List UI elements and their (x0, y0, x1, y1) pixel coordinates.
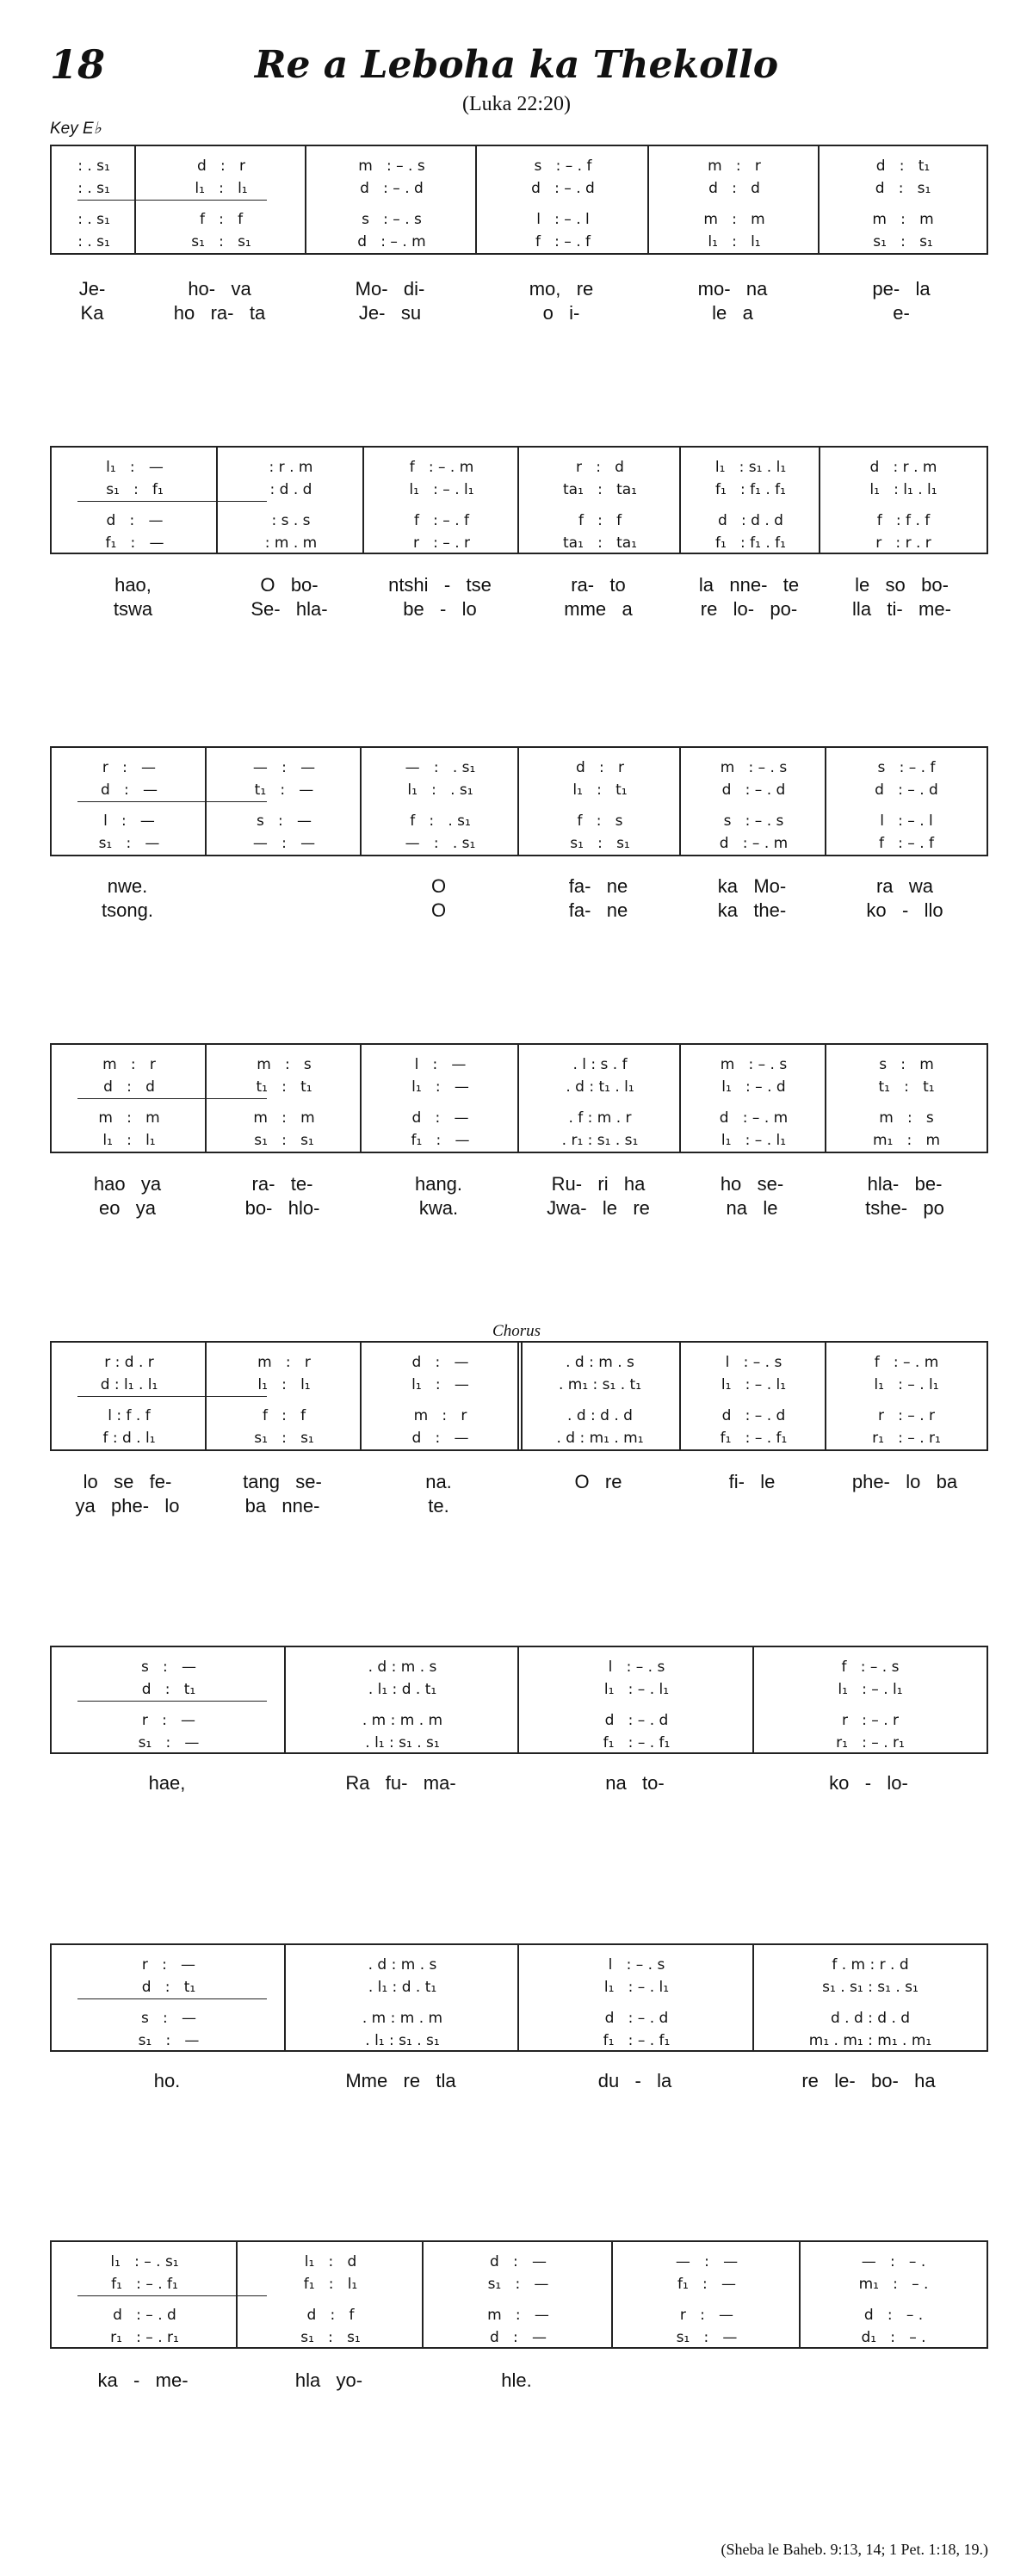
lyric-verse-2: re lo- po- (700, 598, 798, 620)
lyric-verse-2: fa- ne (568, 899, 628, 921)
lyric-verse-1: lo se fe- (83, 1471, 172, 1492)
solfa-notes: s₁ : — (138, 2032, 200, 2049)
stave-system (50, 446, 988, 554)
lyric-verse-2: o i- (542, 302, 580, 324)
hymn-number: 18 (50, 41, 106, 88)
solfa-notes: m : — (487, 2307, 549, 2324)
stave-system (50, 1943, 988, 2052)
solfa-notes: l₁ : l₁ (195, 180, 248, 197)
solfa-notes: l : – . s (725, 1354, 782, 1371)
key-signature: Key E♭ (50, 120, 102, 138)
solfa-notes: d : — (490, 2253, 547, 2270)
solfa-notes: m : r (257, 1354, 311, 1371)
lyric-verse-1: ra- to (571, 574, 626, 596)
voice-divider-line (77, 200, 267, 201)
solfa-notes: l : — (103, 812, 155, 830)
solfa-notes: m : m (98, 1109, 160, 1127)
lyric-verse-2: tswa (113, 598, 153, 620)
solfa-notes: f : s (577, 812, 623, 830)
lyric-verse-2: be - lo (403, 598, 477, 620)
solfa-notes: s : – . f (534, 158, 592, 175)
lyric-verse-1: ka - me- (97, 2369, 189, 2391)
solfa-notes: m : s (257, 1056, 312, 1073)
solfa-notes: d : – . (863, 2307, 924, 2324)
voice-divider-line (77, 1396, 267, 1397)
solfa-notes: : . s₁ (77, 233, 110, 250)
solfa-notes: d : – . d (721, 781, 786, 799)
chorus-label: Chorus (492, 1322, 541, 1340)
solfa-notes: m : – . s (358, 158, 425, 175)
lyric-verse-1: hla- be- (867, 1173, 943, 1195)
voice-divider-line (77, 801, 267, 802)
solfa-notes: . r₁ : s₁ . s₁ (561, 1132, 639, 1149)
solfa-notes: f₁ : — (105, 534, 164, 552)
solfa-notes: d : t₁ (875, 158, 931, 175)
solfa-notes: . d : m . s (566, 1354, 634, 1371)
stave-system (50, 1043, 988, 1153)
solfa-notes: — : . s₁ (405, 759, 476, 776)
solfa-notes: f . m : r . d (832, 1956, 909, 1974)
lyric-verse-1: ntshi - tse (388, 574, 492, 596)
solfa-notes: . l₁ : d . t₁ (368, 1681, 437, 1698)
solfa-notes: m : – . s (720, 1056, 788, 1073)
lyric-verse-1: pe- la (872, 278, 931, 300)
solfa-notes: f : f (199, 211, 244, 228)
solfa-notes: . d : m . s (368, 1659, 437, 1676)
lyric-verse-1: ko - lo- (829, 1772, 908, 1794)
solfa-notes: t₁ : — (254, 781, 314, 799)
lyric-verse-2: O (430, 899, 447, 921)
solfa-notes: m : m (253, 1109, 315, 1127)
lyric-verse-1: ho se- (720, 1173, 784, 1195)
solfa-notes: d : — (411, 1430, 469, 1447)
solfa-notes: s₁ : — (487, 2276, 549, 2293)
solfa-notes: s : — (140, 1659, 196, 1676)
solfa-notes: f₁ : l₁ (303, 2276, 358, 2293)
solfa-notes: l₁ : – . l₁ (721, 1132, 787, 1149)
solfa-notes: . d : t₁ . l₁ (566, 1078, 634, 1096)
solfa-notes: r : – . r (412, 534, 471, 552)
lyric-verse-1: Ra fu- ma- (345, 1772, 456, 1794)
stave-system (50, 746, 988, 856)
solfa-notes: f₁ : – . f₁ (720, 1430, 788, 1447)
lyric-verse-2: kwa. (418, 1197, 459, 1219)
solfa-notes: s : — (140, 2010, 196, 2027)
lyric-verse-1: hang. (414, 1173, 463, 1195)
solfa-notes: : s . s (271, 512, 311, 529)
solfa-notes: d : d . d (718, 512, 783, 529)
solfa-notes: m₁ : – . (858, 2276, 929, 2293)
lyric-verse-1: O bo- (260, 574, 319, 596)
solfa-notes: d : r (197, 158, 245, 175)
solfa-notes: r : – . r (877, 1407, 936, 1424)
solfa-notes: d : — (411, 1109, 469, 1127)
solfa-notes: . d : m . s (368, 1956, 437, 1974)
solfa-notes: l₁ : – . d (721, 1078, 786, 1096)
lyric-verse-2: Jwa- le re (547, 1197, 650, 1219)
solfa-notes: r : r . r (875, 534, 931, 552)
solfa-notes: l₁ : — (411, 1376, 469, 1393)
solfa-notes: s₁ : — (98, 835, 160, 852)
voice-divider-line (77, 1098, 267, 1099)
solfa-notes: s : – . f (877, 759, 936, 776)
solfa-notes: s₁ : s₁ (254, 1132, 314, 1149)
solfa-notes: l₁ : s₁ . l₁ (714, 459, 787, 476)
solfa-notes: l : – . s (608, 1659, 665, 1676)
solfa-notes: d₁ : – . (861, 2329, 926, 2346)
solfa-notes: l₁ : – . l₁ (603, 1979, 670, 1996)
solfa-notes: r : — (679, 2307, 734, 2324)
solfa-notes: . d : m₁ . m₁ (556, 1430, 644, 1447)
solfa-notes: : m . m (264, 534, 318, 552)
solfa-notes: l₁ : – . l₁ (838, 1681, 903, 1698)
solfa-notes: s₁ . s₁ : s₁ . s₁ (822, 1979, 919, 1996)
solfa-notes: d . d : d . d (830, 2010, 911, 2027)
solfa-notes: d : – . d (604, 2010, 669, 2027)
solfa-notes: r₁ : – . r₁ (872, 1430, 941, 1447)
solfa-notes: f₁ : — (411, 1132, 470, 1149)
reference-footnote: (Sheba le Baheb. 9:13, 14; 1 Pet. 1:18, 19.) (721, 2541, 988, 2558)
solfa-notes: m : r (413, 1407, 467, 1424)
solfa-notes: s₁ : s₁ (570, 835, 630, 852)
solfa-notes: ta₁ : ta₁ (563, 481, 637, 498)
voice-divider-line (77, 1998, 267, 1999)
solfa-notes: ta₁ : ta₁ (563, 534, 637, 552)
solfa-notes: : d . d (269, 481, 312, 498)
solfa-notes: : . s₁ (77, 180, 110, 197)
solfa-notes: — : — (252, 759, 316, 776)
lyric-verse-1: na to- (605, 1772, 665, 1794)
solfa-notes: r : — (141, 1712, 196, 1729)
lyric-verse-2: ho ra- ta (173, 302, 266, 324)
solfa-notes: f : – . s (841, 1659, 900, 1676)
solfa-notes: s₁ : s₁ (191, 233, 251, 250)
lyric-verse-2: e- (893, 302, 910, 324)
solfa-notes: d : s₁ (875, 180, 931, 197)
solfa-notes: s : — (256, 812, 312, 830)
solfa-notes: l : – . s (608, 1956, 665, 1974)
solfa-notes: l₁ : – . l₁ (409, 481, 474, 498)
solfa-notes: l₁ : — (411, 1078, 469, 1096)
lyric-verse-2: bo- hlo- (244, 1197, 320, 1219)
solfa-notes: l₁ : – . s₁ (110, 2253, 179, 2270)
solfa-notes: f : f . f (876, 512, 931, 529)
lyric-verse-2: na le (726, 1197, 778, 1219)
solfa-notes: l : – . l (536, 211, 590, 228)
solfa-notes: f : d . l₁ (102, 1430, 156, 1447)
solfa-notes: — : . s₁ (405, 835, 476, 852)
solfa-notes: s₁ : s₁ (873, 233, 933, 250)
solfa-notes: f₁ : – . f₁ (603, 2032, 671, 2049)
hymn-title: Re a Leboha ka Thekollo (254, 43, 779, 87)
solfa-notes: l : f . f (108, 1407, 151, 1424)
stave-system (50, 145, 988, 255)
lyric-verse-1: mo, re (529, 278, 594, 300)
voice-divider-line (77, 2295, 267, 2296)
lyric-verse-1: hae, (148, 1772, 186, 1794)
solfa-notes: . l₁ : s₁ . s₁ (365, 1734, 440, 1751)
stave-system (50, 2240, 988, 2349)
lyric-verse-2: ba nne- (244, 1495, 320, 1517)
voice-divider-line (77, 501, 267, 502)
lyric-verse-1: ho- va (188, 278, 251, 300)
solfa-notes: . d : d . d (567, 1407, 633, 1424)
lyric-verse-1: na. (425, 1471, 452, 1492)
solfa-notes: : r . m (269, 459, 313, 476)
solfa-notes: f : f (578, 512, 622, 529)
solfa-notes: f : – . f (535, 233, 591, 250)
lyric-verse-1: mo- na (697, 278, 768, 300)
lyric-verse-1: O (430, 875, 447, 897)
solfa-notes: m₁ . m₁ : m₁ . m₁ (808, 2032, 932, 2049)
solfa-notes: d : – . d (721, 1407, 786, 1424)
lyric-verse-1: ra wa (875, 875, 934, 897)
solfa-notes: . m₁ : s₁ . t₁ (558, 1376, 642, 1393)
solfa-notes: f : . s₁ (410, 812, 471, 830)
lyric-verse-2: Se- hla- (251, 598, 328, 620)
voice-divider-line (77, 1701, 267, 1702)
lyric-verse-1: fa- ne (568, 875, 628, 897)
solfa-notes: d : — (411, 1354, 469, 1371)
solfa-notes: l₁ : – . l₁ (603, 1681, 670, 1698)
lyric-verse-1: Mme re tla (345, 2070, 456, 2091)
solfa-notes: r : d . r (104, 1354, 154, 1371)
solfa-notes: l : – . l (880, 812, 933, 830)
solfa-notes: r : — (102, 759, 157, 776)
solfa-notes: f : – . f (413, 512, 470, 529)
solfa-notes: m : m (703, 211, 765, 228)
lyric-verse-2: ya phe- lo (75, 1495, 180, 1517)
solfa-notes: m : r (708, 158, 761, 175)
lyric-verse-2: lla ti- me- (852, 598, 951, 620)
solfa-notes: l₁ : t₁ (572, 781, 628, 799)
solfa-notes: . f : m . r (568, 1109, 632, 1127)
stave-system (50, 1341, 988, 1451)
solfa-notes: . l₁ : d . t₁ (368, 1979, 437, 1996)
solfa-notes: t₁ : t₁ (878, 1078, 935, 1096)
scripture-subtitle: (Luka 22:20) (462, 93, 571, 115)
lyric-verse-1: ho. (153, 2070, 181, 2091)
solfa-notes: — : — (675, 2253, 739, 2270)
solfa-notes: m : r (102, 1056, 156, 1073)
solfa-notes: f₁ : – . f₁ (111, 2276, 178, 2293)
lyric-verse-1: fi- le (728, 1471, 776, 1492)
solfa-notes: s₁ : s₁ (300, 2329, 361, 2346)
lyric-verse-2: mme a (564, 598, 633, 620)
solfa-notes: — : – . (861, 2253, 926, 2270)
solfa-notes: d : d (103, 1078, 155, 1096)
lyric-verse-2: tsong. (102, 899, 153, 921)
solfa-notes: d : — (490, 2329, 547, 2346)
solfa-notes: r₁ : – . r₁ (110, 2329, 179, 2346)
lyric-verse-2: le a (712, 302, 753, 324)
lyric-verse-1: phe- lo ba (851, 1471, 958, 1492)
lyric-verse-1: nwe. (107, 875, 148, 897)
solfa-notes: d : — (106, 512, 164, 529)
solfa-notes: s₁ : f₁ (106, 481, 164, 498)
solfa-notes: f₁ : – . f₁ (603, 1734, 671, 1751)
lyric-verse-1: hao, (114, 574, 152, 596)
stave-system (50, 1646, 988, 1754)
solfa-notes: f₁ : f₁ . f₁ (715, 534, 786, 552)
solfa-notes: f : f (262, 1407, 306, 1424)
solfa-notes: r : d (576, 459, 624, 476)
solfa-notes: l₁ : l₁ . l₁ (869, 481, 937, 498)
solfa-notes: m₁ : m (872, 1132, 941, 1149)
lyric-verse-2: ka the- (717, 899, 787, 921)
solfa-notes: d : – . d (113, 2307, 176, 2324)
solfa-notes: d : r . m (869, 459, 937, 476)
solfa-notes: l₁ : — (106, 459, 164, 476)
lyric-verse-1: Ru- ri ha (551, 1173, 646, 1195)
solfa-notes: s : – . s (362, 211, 422, 228)
lyric-verse-2: ko - llo (866, 899, 943, 921)
solfa-notes: d : t₁ (141, 1979, 196, 1996)
solfa-notes: : . s₁ (77, 158, 110, 175)
lyric-verse-1: le so bo- (855, 574, 949, 596)
lyric-verse-1: ra- te- (251, 1173, 313, 1195)
solfa-notes: s₁ : — (676, 2329, 738, 2346)
solfa-notes: — : — (252, 835, 316, 852)
solfa-notes: s₁ : s₁ (254, 1430, 314, 1447)
solfa-notes: r : – . r (841, 1712, 900, 1729)
solfa-notes: l₁ : l₁ (257, 1376, 311, 1393)
lyric-verse-1: tang se- (243, 1471, 322, 1492)
lyric-verse-1: O re (574, 1471, 622, 1492)
solfa-notes: . l₁ : s₁ . s₁ (365, 2032, 440, 2049)
solfa-notes: t₁ : t₁ (256, 1078, 312, 1096)
lyric-verse-1: Mo- di- (355, 278, 425, 300)
solfa-notes: r₁ : – . r₁ (836, 1734, 905, 1751)
solfa-notes: d : l₁ . l₁ (100, 1376, 158, 1393)
solfa-notes: m : – . s (720, 759, 788, 776)
lyric-verse-1: du - la (597, 2070, 672, 2091)
solfa-notes: l : — (414, 1056, 467, 1073)
solfa-notes: f : – . m (874, 1354, 939, 1371)
solfa-notes: . m : m . m (362, 2010, 443, 2027)
lyric-verse-2: Je- su (358, 302, 422, 324)
solfa-notes: d : – . d (604, 1712, 669, 1729)
solfa-notes: d : – . m (719, 835, 789, 852)
solfa-notes: d : – . m (357, 233, 426, 250)
solfa-notes: . m : m . m (362, 1712, 443, 1729)
solfa-notes: f₁ : f₁ . f₁ (715, 481, 786, 498)
solfa-notes: l₁ : d (304, 2253, 357, 2270)
solfa-notes: l₁ : l₁ (102, 1132, 156, 1149)
solfa-notes: f₁ : — (677, 2276, 736, 2293)
solfa-notes: d : f (306, 2307, 355, 2324)
lyric-verse-1: ka Mo- (717, 875, 787, 897)
solfa-notes: l₁ : – . l₁ (874, 1376, 939, 1393)
solfa-notes: d : – . m (719, 1109, 789, 1127)
solfa-notes: s : m (879, 1056, 934, 1073)
solfa-notes: s₁ : — (138, 1734, 200, 1751)
solfa-notes: m : m (872, 211, 934, 228)
solfa-notes: f : – . f (878, 835, 935, 852)
solfa-notes: d : – . d (360, 180, 424, 197)
solfa-notes: s : – . s (723, 812, 784, 830)
solfa-notes: l₁ : . s₁ (407, 781, 473, 799)
solfa-notes: r : — (141, 1956, 196, 1974)
solfa-notes: d : – . d (875, 781, 938, 799)
solfa-notes: d : – . d (531, 180, 595, 197)
solfa-notes: d : d (708, 180, 760, 197)
solfa-notes: : . s₁ (77, 211, 110, 228)
solfa-notes: f : – . m (409, 459, 474, 476)
lyric-verse-1: Je- (78, 278, 106, 300)
lyric-verse-2: te. (428, 1495, 449, 1517)
solfa-notes: . l : s . f (572, 1056, 628, 1073)
lyric-verse-1: hao ya (93, 1173, 162, 1195)
solfa-notes: m : s (879, 1109, 934, 1127)
lyric-verse-1: hla yo- (294, 2369, 363, 2391)
lyric-verse-2: eo ya (98, 1197, 157, 1219)
solfa-notes: d : t₁ (141, 1681, 196, 1698)
lyric-verse-1: re le- bo- ha (801, 2070, 936, 2091)
solfa-notes: l₁ : – . l₁ (721, 1376, 787, 1393)
solfa-notes: d : — (101, 781, 158, 799)
solfa-notes: l₁ : l₁ (708, 233, 761, 250)
lyric-verse-2: tshe- po (865, 1197, 944, 1219)
lyric-verse-1: hle. (501, 2369, 532, 2391)
lyric-verse-2: Ka (80, 302, 104, 324)
lyric-verse-1: la nne- te (698, 574, 800, 596)
solfa-notes: d : r (576, 759, 624, 776)
